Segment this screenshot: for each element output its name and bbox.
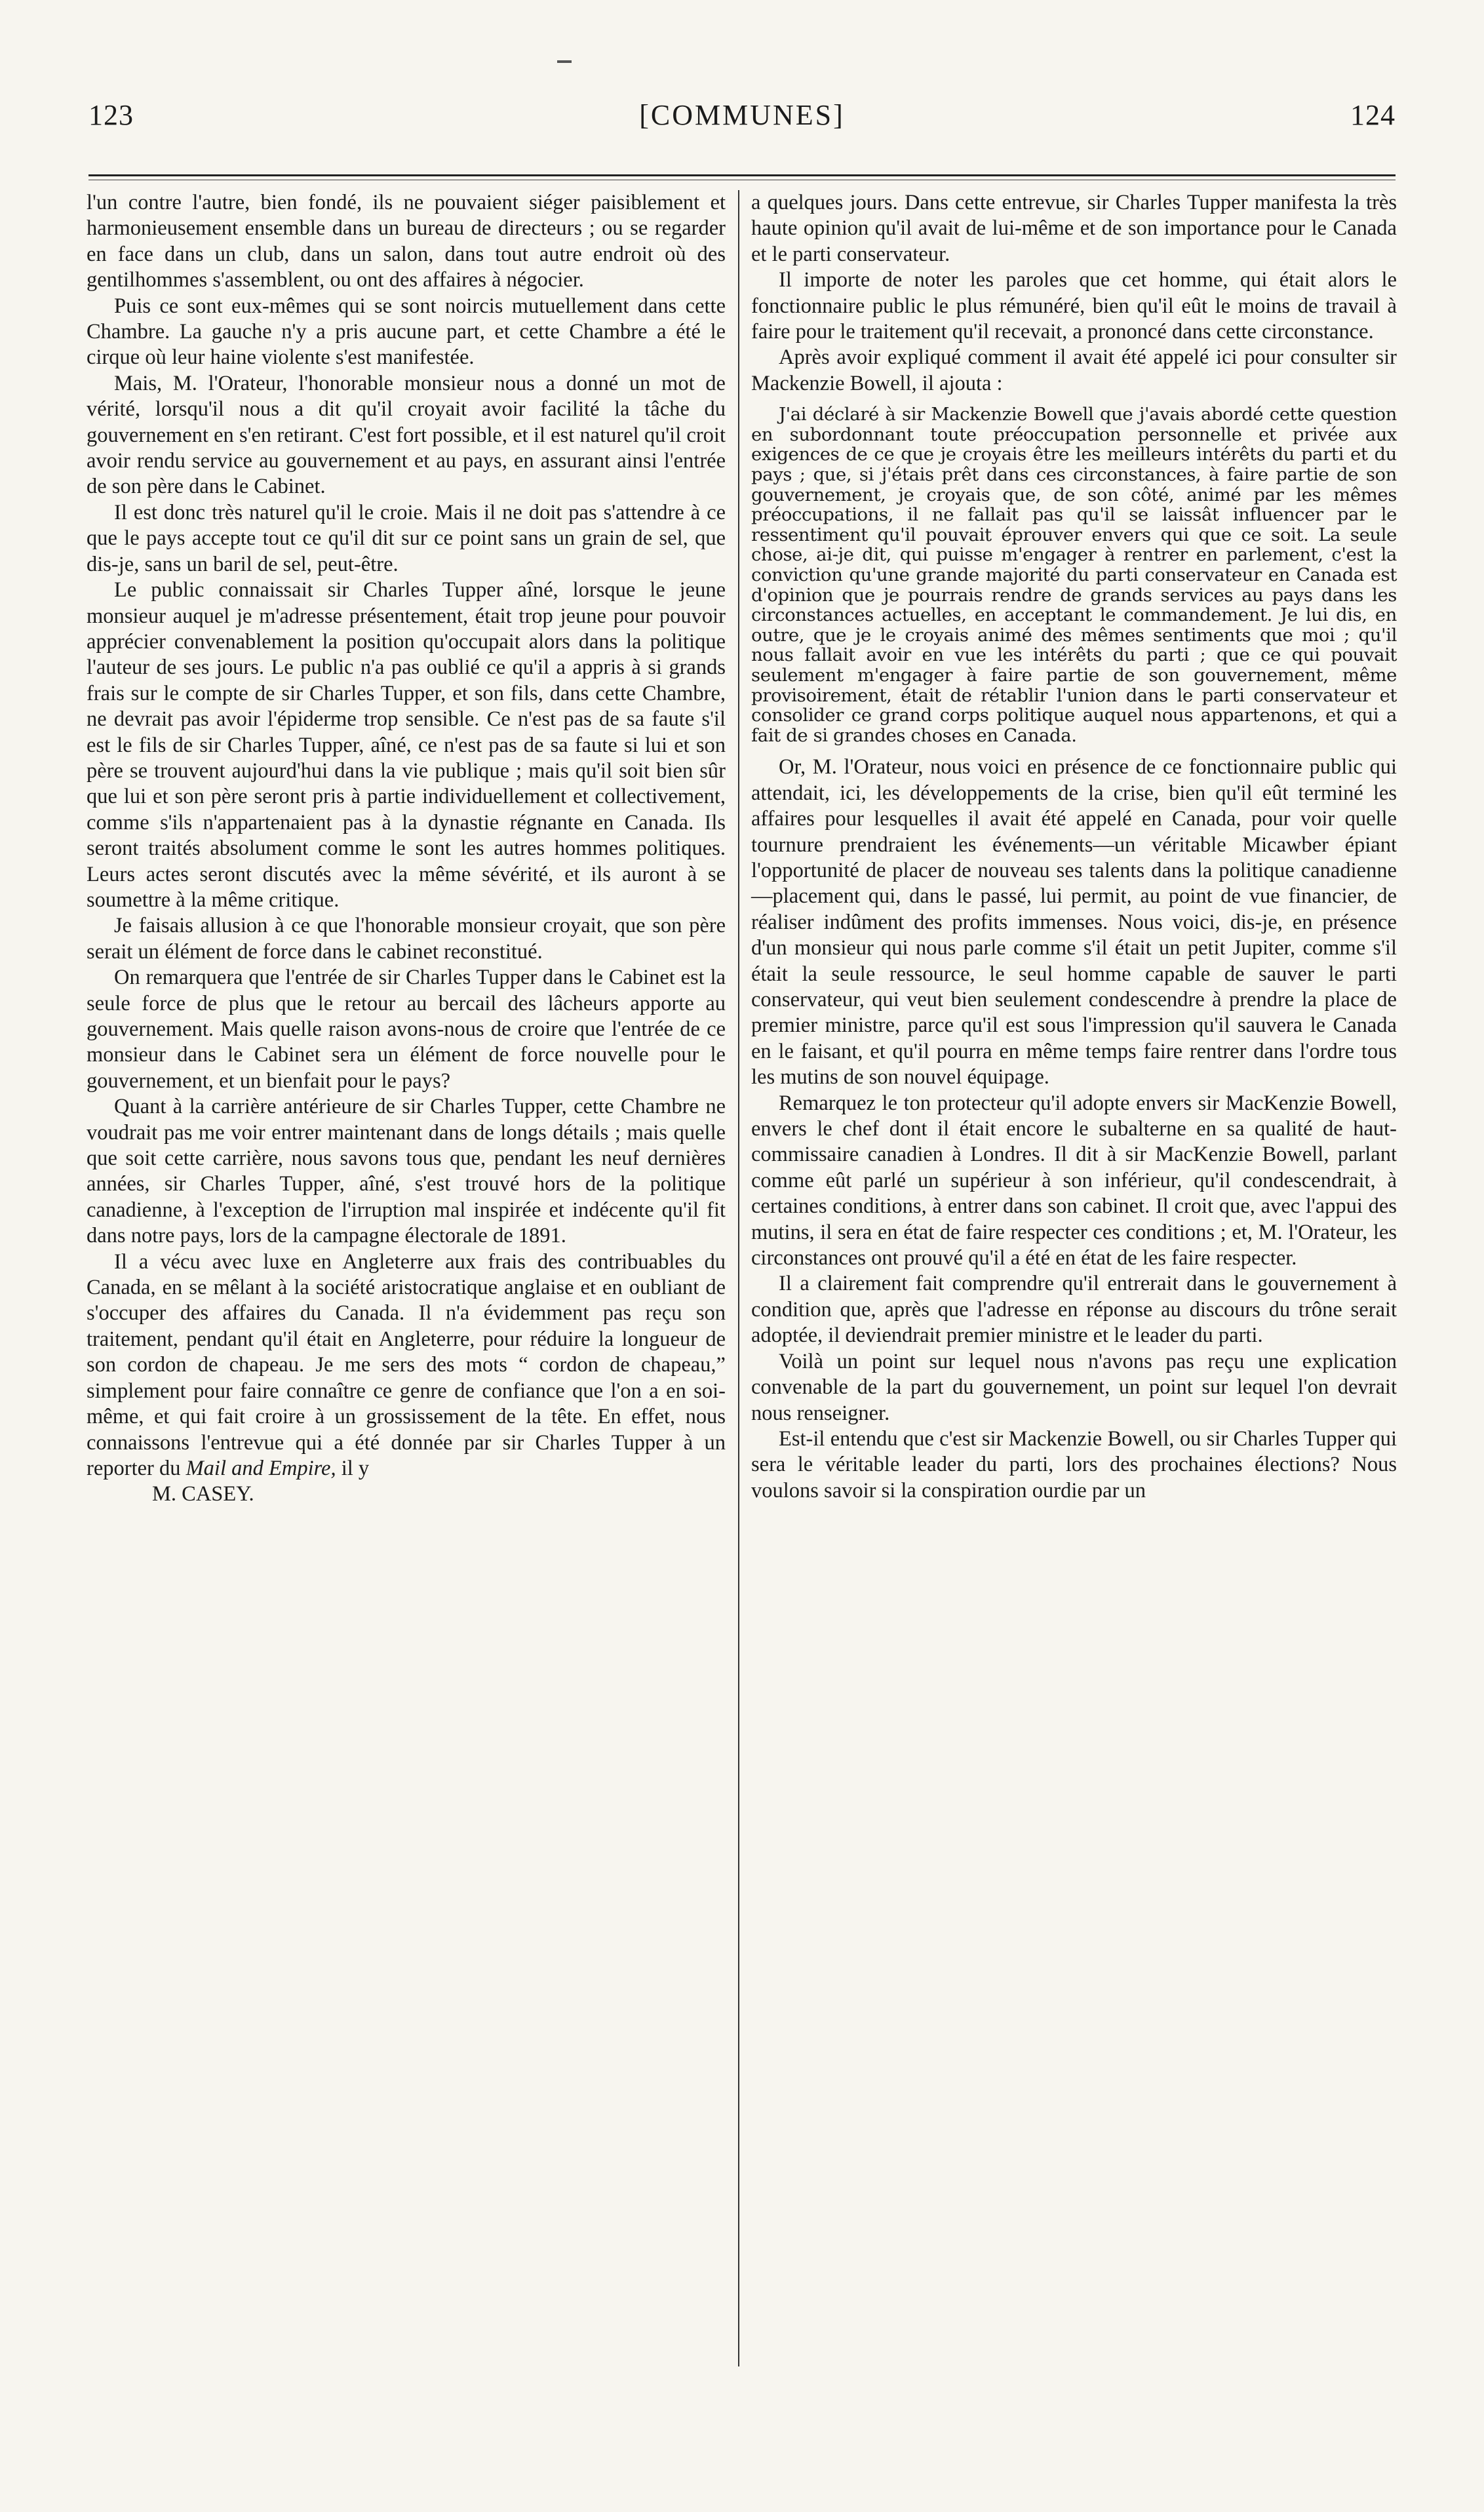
page-header <box>88 98 1396 144</box>
scan-mark <box>557 60 572 63</box>
speaker-footer: M. CASEY. <box>152 1482 254 1506</box>
paragraph: Quant à la carrière antérieure de sir Charles Tupper, cette Chambre ne voudrait pas me voir entrer maintenant dans de longs détails ; mais quelle que soit cette carrière, nous savons tous que, pendant les neuf dernières années, sir Charles Tupper, aîné, s'est trouvé hors de la politique canadienne, à l'exception de l'irruption mal inspirée et indécente qu'il fit dans notre pays, lors de la campagne électorale de 1891. <box>87 1095 726 1248</box>
paragraph: Voilà un point sur lequel nous n'avons pas reçu une explication convenable de la part du gouvernement, un point sur lequel l'on devrait nous renseigner. <box>751 1349 1397 1425</box>
paragraph: Puis ce sont eux-mêmes qui se sont noircis mutuellement dans cette Chambre. La gauche n'y a pris aucune part, et cette Chambre a été le cirque où leur haine violente s'est manifestée. <box>87 294 726 370</box>
right-column <box>751 190 1397 1504</box>
page-number-left: 123 <box>88 99 134 131</box>
paragraph: Est-il entendu que c'est sir Mackenzie Bowell, ou sir Charles Tupper qui sera le véritable leader du parti, lors des prochaines élections? Nous voulons savoir si la conspiration ourdie par un <box>751 1426 1397 1502</box>
paragraph: On remarquera que l'entrée de sir Charles Tupper dans le Cabinet est la seule force de plus que le retour au bercail des lâcheurs apporte au gouvernement. Mais quelle raison avons-nous de croire que l'entrée de ce monsieur dans le Cabinet sera un élément de force nouvelle pour le gouvernement, et un bienfait pour le pays? <box>87 966 726 1093</box>
paragraph <box>87 1249 726 1482</box>
paragraph: Mais, M. l'Orateur, l'honorable monsieur nous a donné un mot de vérité, lorsqu'il nous a dit qu'il croyait avoir facilité la tâche du gouvernement en s'en retirant. C'est fort possible, et il est naturel qu'il croit avoir rendu service au gouvernement et au pays, en assurant ainsi l'entrée de son père dans le Cabinet. <box>87 371 726 499</box>
paragraph: Remarquez le ton protecteur qu'il adopte envers sir MacKenzie Bowell, envers le chef dont il était encore le subalterne en sa qualité de haut-commissaire canadien à Londres. Il dit à sir MacKenzie Bowell, parlant comme eût parlé un supérieur à son inférieur, qu'il condescendrait, à certaines conditions, à entrer dans son cabinet. Il croit que, avec l'appui des mutins, il sera en état de faire respecter ces conditions ; et, M. l'Orateur, les circonstances ont prouvé qu'il a été en état de les faire respecter. <box>751 1091 1397 1270</box>
newspaper-title: Mail and Empire, <box>186 1456 336 1480</box>
running-title: [COMMUNES] <box>639 99 845 131</box>
paragraph: Le public connaissait sir Charles Tupper aîné, lorsque le jeune monsieur auquel je m'adresse présentement, était trop jeune pour pouvoir apprécier convenablement la position qu'occupait alors dans la politique l'auteur de ses jours. Le public n'a pas oublié ce qu'il a appris à si grands frais sur le compte de sir Charles Tupper, et son fils, dans cette Chambre, ne devrait pas avoir l'épiderme trop sensible. Ce n'est pas de sa faute s'il est le fils de sir Charles Tupper, aîné, ce n'est pas de sa faute si lui et son père se trouvent aujourd'hui dans la vie publique ; mais qu'il soit bien sûr que lui et son père seront pris à partie individuellement et collectivement, comme s'ils n'appartenaient pas à la dynastie régnante en Canada. Ils seront traités absolument comme le sont les autres hommes politiques. Leurs actes seront discutés avec la même sévérité, et ils auront à se soumettre à la même critique. <box>87 578 726 912</box>
paragraph: l'un contre l'autre, bien fondé, ils ne pouvaient siéger paisiblement et harmonieusement ensemble dans un bureau de directeurs ; ou se regarder en face dans un club, dans un salon, dans tout autre endroit où des gentilhommes s'assemblent, ou ont des affaires à négocier. <box>87 191 726 292</box>
paragraph: Je faisais allusion à ce que l'honorable monsieur croyait, que son père serait un élément de force dans le cabinet reconstitué. <box>87 914 726 964</box>
paragraph: Après avoir expliqué comment il avait été appelé ici pour consulter sir Mackenzie Bowell, il ajouta : <box>751 345 1397 395</box>
paragraph-text-end: il y <box>336 1456 370 1480</box>
header-rule <box>88 174 1396 176</box>
block-quote: J'ai déclaré à sir Mackenzie Bowell que j'avais abordé cette question en subordonnant toute préoccupation personnelle et privée aux exigences de ce que je croyais être les meilleurs intérêts du parti et du pays ; que, si j'étais prêt dans ces circonstances, à faire partie de son gouvernement, je croyais que, de son côté, animé par les mêmes préoccupations, il ne fallait pas qu'il se laissât influencer par le ressentiment qu'il pouvait éprouver envers qui que ce soit. La seule chose, ai-je dit, qui puisse m'engager à rentrer en parlement, c'est la conviction qu'une grande majorité du parti conservateur en Canada est d'opinion que je pourrais rendre de grands services au pays dans les circonstances actuelles, en acceptant le commandement. Je lui dis, en outre, que je le croyais animé des mêmes sentiments que moi ; qu'il nous fallait avoir en vue les intérêts du parti ; que ce qui pouvait seulement m'engager à faire partie de son gouvernement, même provisoirement, était de rétablir l'union dans le parti conservateur et consolider ce grand corps politique auquel nous appartenons, et qui a fait de si grandes choses en Canada. <box>751 404 1397 746</box>
paragraph: Or, M. l'Orateur, nous voici en présence de ce fonctionnaire public qui attendait, ici, les développements de la crise, bien qu'il eût terminé les affaires pour lesquelles il avait été appelé en Canada, pour voir quelle tournure prendraient les événements—un véritable Micawber épiant l'opportunité de placer de nouveau ses talents dans la politique canadienne—placement qui, dans le passé, lui permit, au point de vue financier, de réaliser indûment des profits immenses. Nous voici, dis-je, en présence d'un monsieur qui nous parle comme s'il était un petit Jupiter, comme s'il était la seule ressource, le seul homme capable de sauver le parti conservateur, qui veut bien seulement condescendre à prendre la place de premier ministre, parce qu'il est sous l'impression qu'il sauvera le Canada en le faisant, et qu'il pourra en même temps faire rentrer dans l'ordre tous les mutins de son nouvel équipage. <box>751 755 1397 1089</box>
left-column <box>87 190 726 1508</box>
page-number-right: 124 <box>1350 99 1396 131</box>
paragraph-text: Il a vécu avec luxe en Angleterre aux frais des contribuables du Canada, en se mêlant à la société aristocratique anglaise et en oubliant de s'occuper des affaires du Canada. Il n'a évidemment pas reçu son traitement, pendant qu'il était en Angleterre, pour réduire la longueur de son cordon de chapeau. Je me sers des mots “ cordon de chapeau,” simplement pour faire connaître ce genre de confiance que l'on a en soi-même, et qui fait croire à un grossissement de la tête. En effet, nous connaissons l'entrevue qui a été donnée par sir Charles Tupper à un reporter du <box>87 1249 726 1480</box>
paragraph: a quelques jours. Dans cette entrevue, sir Charles Tupper manifesta la très haute opinion qu'il avait de lui-même et de son importance pour le Canada et le parti conservateur. <box>751 191 1397 266</box>
paragraph: Il importe de noter les paroles que cet homme, qui était alors le fonctionnaire public le plus rémunéré, bien qu'il eût le moins de travail à faire pour le traitement qu'il recevait, a prononcé dans cette circonstance. <box>751 268 1397 344</box>
column-divider <box>738 190 739 2366</box>
paragraph: Il a clairement fait comprendre qu'il entrerait dans le gouvernement à condition que, après que l'adresse en réponse au discours du trône serait adoptée, il deviendrait premier ministre et le leader du parti. <box>751 1272 1397 1348</box>
paragraph: Il est donc très naturel qu'il le croie. Mais il ne doit pas s'attendre à ce que le pays accepte tout ce qu'il dit sur ce point sans un grain de sel, que dis-je, sans un baril de sel, peut-être. <box>87 500 726 576</box>
